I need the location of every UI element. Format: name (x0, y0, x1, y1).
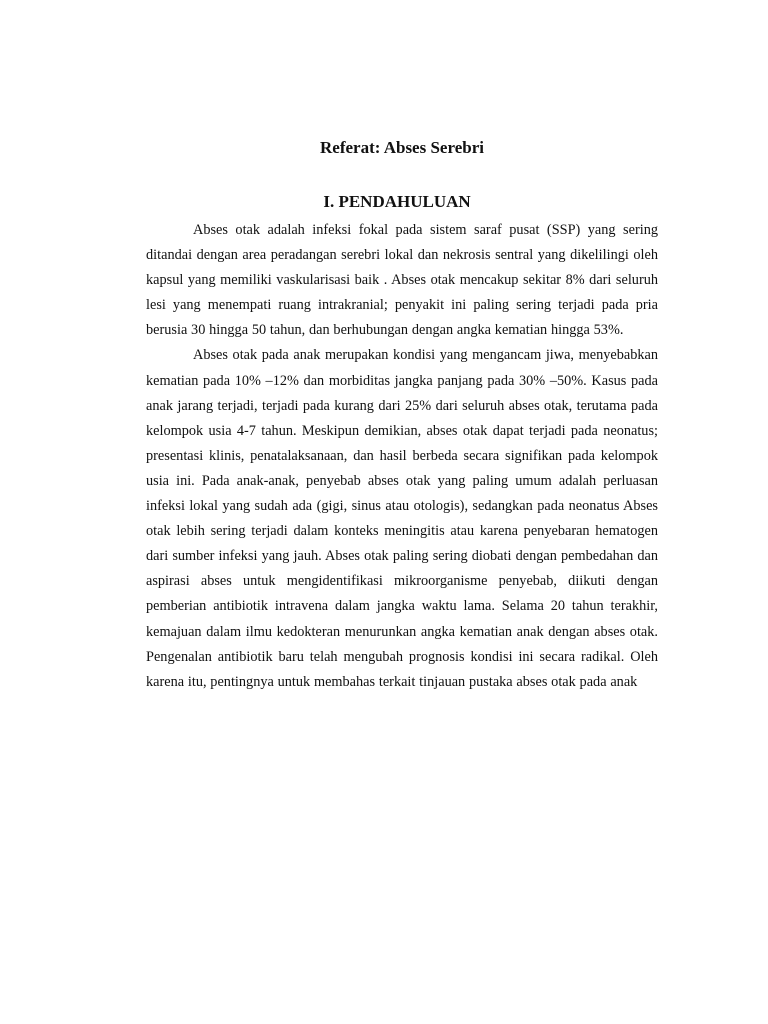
section-heading: I. PENDAHULUAN (323, 192, 471, 211)
document-title: Referat: Abses Serebri (320, 138, 484, 157)
paragraph-introduction: Abses otak adalah infeksi fokal pada sistem saraf pusat (SSP) yang sering ditandai dengan area peradangan serebri lokal dan nekrosis sentral yang dikelilingi oleh kapsul yang memiliki vaskularisasi baik . Abses otak mencakup sekitar 8% dari seluruh lesi yang menempati ruang intrakranial; penyakit ini paling sering terjadi pada pria berusia 30 hingga 50 tahun, dan berhubungan dengan angka kematian hingga 53%. (146, 222, 658, 339)
document-body (146, 218, 658, 695)
paragraph-pediatric-abscess: Abses otak pada anak merupakan kondisi yang mengancam jiwa, menyebabkan kematian pada 10% –12% dan morbiditas jangka panjang pada 30% –50%. Kasus pada anak jarang terjadi, terjadi pada kurang dari 25% dari seluruh abses otak, terutama pada kelompok usia 4-7 tahun. Meskipun demikian, abses otak dapat terjadi pada neonatus; presentasi klinis, penatalaksanaan, dan hasil berbeda secara signifikan pada kelompok usia ini. Pada anak-anak, penyebab abses otak yang paling umum adalah perluasan infeksi lokal yang sudah ada (gigi, sinus atau otologis), sedangkan pada neonatus Abses otak lebih sering terjadi dalam konteks meningitis atau karena penyebaran hematogen dari sumber infeksi yang jauh. Abses otak paling sering diobati dengan pembedahan dan aspirasi abses untuk mengidentifikasi mikroorganisme penyebab, diikuti dengan pemberian antibiotik intravena dalam jangka waktu lama. Selama 20 tahun terakhir, kemajuan dalam ilmu kedokteran menurunkan angka kematian anak dengan abses otak. Pengenalan antibiotik baru telah mengubah prognosis kondisi ini secara radikal. Oleh karena itu, pentingnya untuk membahas terkait tinjauan pustaka abses otak pada anak (146, 347, 658, 690)
